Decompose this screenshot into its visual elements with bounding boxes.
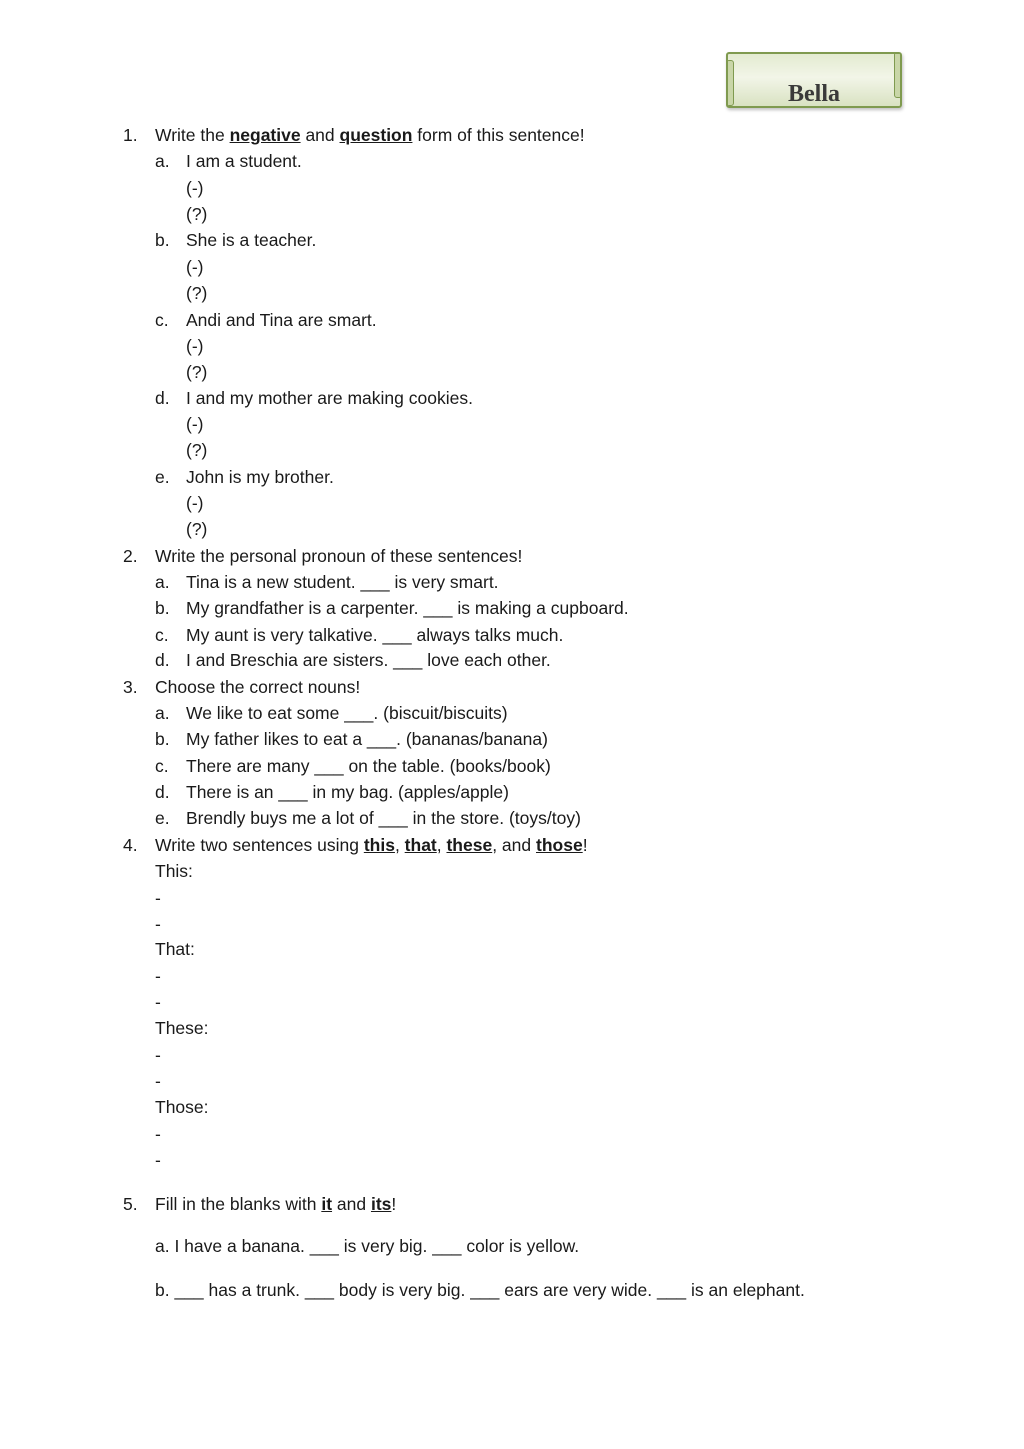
q3-instruction: Choose the correct nouns!	[155, 677, 361, 697]
q2-number: 2.	[123, 546, 138, 566]
q4-this-label: This:	[155, 861, 193, 881]
q1b-question: (?)	[186, 283, 208, 303]
q1a-letter: a.	[155, 151, 170, 171]
q3b-letter: b.	[155, 729, 170, 749]
q4-those-label: Those:	[155, 1097, 209, 1117]
q1c-negative: (-)	[186, 336, 204, 356]
q1a-text: I am a student.	[186, 151, 302, 171]
q1e-letter: e.	[155, 467, 170, 487]
q4-instruction: Write two sentences using this, that, these, and those!	[155, 835, 588, 855]
q1e-question: (?)	[186, 519, 208, 539]
q3c-text: There are many ___ on the table. (books/book)	[186, 756, 551, 776]
q1b-negative: (-)	[186, 257, 204, 277]
q1d-question: (?)	[186, 440, 208, 460]
q4-number: 4.	[123, 835, 138, 855]
q1-keyword-question: question	[339, 125, 413, 145]
q1b-letter: b.	[155, 230, 170, 250]
q5-instruction: Fill in the blanks with it and its!	[155, 1194, 397, 1214]
q4-that-dash-1: -	[155, 966, 161, 986]
q2b-letter: b.	[155, 598, 170, 618]
q4-this-dash-1: -	[155, 888, 161, 908]
q1b-text: She is a teacher.	[186, 230, 317, 250]
q2a-letter: a.	[155, 572, 170, 592]
q4-this-dash-2: -	[155, 914, 161, 934]
q5-number: 5.	[123, 1194, 138, 1214]
q4-keyword-those: those	[536, 835, 583, 855]
q1c-question: (?)	[186, 362, 208, 382]
q2a-text: Tina is a new student. ___ is very smart.	[186, 572, 499, 592]
q4-those-dash-2: -	[155, 1150, 161, 1170]
q1d-letter: d.	[155, 388, 170, 408]
q4-these-label: These:	[155, 1018, 209, 1038]
q4-that-label: That:	[155, 939, 195, 959]
q3d-text: There is an ___ in my bag. (apples/apple)	[186, 782, 509, 802]
q2d-letter: d.	[155, 650, 170, 670]
q4-keyword-these: these	[446, 835, 493, 855]
q4-those-dash-1: -	[155, 1124, 161, 1144]
q2c-text: My aunt is very talkative. ___ always talks much.	[186, 625, 564, 645]
q3a-text: We like to eat some ___. (biscuit/biscuits)	[186, 703, 508, 723]
title-banner	[726, 52, 902, 108]
q1d-text: I and my mother are making cookies.	[186, 388, 473, 408]
q5a-text: a. I have a banana. ___ is very big. ___ color is yellow.	[155, 1236, 580, 1256]
q5-keyword-it: it	[321, 1194, 333, 1214]
q1a-question: (?)	[186, 204, 208, 224]
q3e-text: Brendly buys me a lot of ___ in the store. (toys/toy)	[186, 808, 581, 828]
q3b-text: My father likes to eat a ___. (bananas/banana)	[186, 729, 548, 749]
q4-keyword-that: that	[404, 835, 437, 855]
q1c-text: Andi and Tina are smart.	[186, 310, 377, 330]
q4-that-dash-2: -	[155, 992, 161, 1012]
q2c-letter: c.	[155, 625, 169, 645]
q1-number: 1.	[123, 125, 138, 145]
q5b-text: b. ___ has a trunk. ___ body is very big. ___ ears are very wide. ___ is an elephant.	[155, 1280, 805, 1300]
q3d-letter: d.	[155, 782, 170, 802]
q2-instruction: Write the personal pronoun of these sentences!	[155, 546, 523, 566]
q1-keyword-negative: negative	[229, 125, 301, 145]
q1d-negative: (-)	[186, 414, 204, 434]
q3a-letter: a.	[155, 703, 170, 723]
q1e-text: John is my brother.	[186, 467, 334, 487]
q2b-text: My grandfather is a carpenter. ___ is making a cupboard.	[186, 598, 629, 618]
q3-number: 3.	[123, 677, 138, 697]
q1a-negative: (-)	[186, 178, 204, 198]
q1e-negative: (-)	[186, 493, 204, 513]
q4-these-dash-1: -	[155, 1045, 161, 1065]
q1-instruction: Write the negative and question form of this sentence!	[155, 125, 585, 145]
q1c-letter: c.	[155, 310, 169, 330]
q3c-letter: c.	[155, 756, 169, 776]
q4-keyword-this: this	[363, 835, 395, 855]
q3e-letter: e.	[155, 808, 170, 828]
banner-text: Bella	[788, 81, 840, 107]
q4-these-dash-2: -	[155, 1071, 161, 1091]
q2d-text: I and Breschia are sisters. ___ love each other.	[186, 650, 551, 670]
q5-keyword-its: its	[370, 1194, 392, 1214]
